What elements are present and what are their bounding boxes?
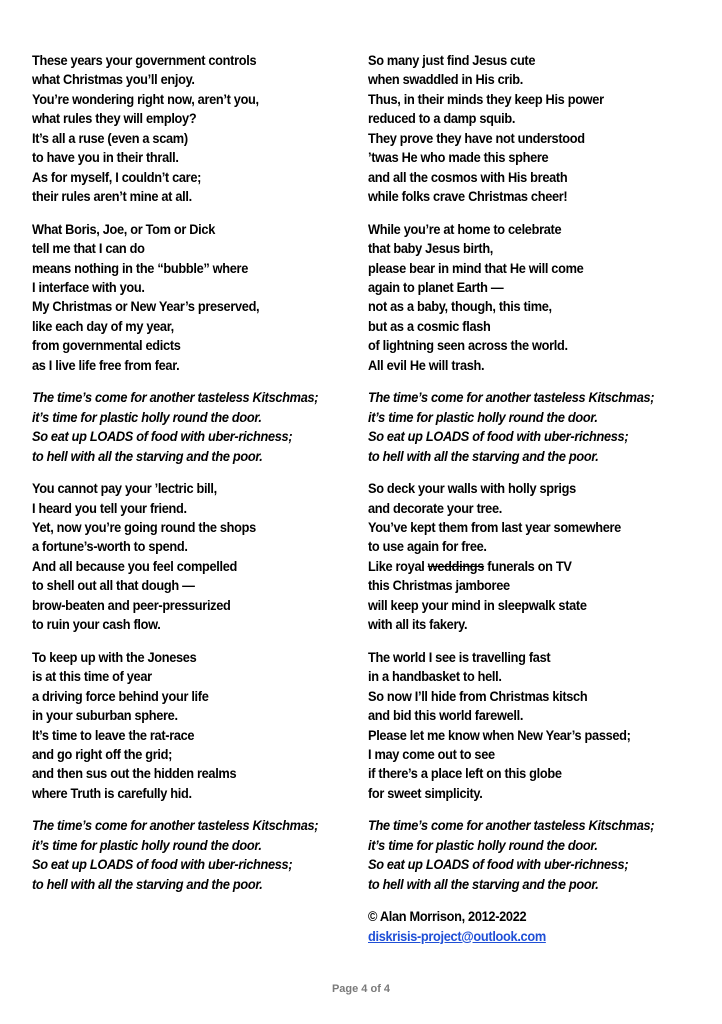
chorus-line: to hell with all the starving and the poor.: [368, 448, 599, 465]
poem-line: while folks crave Christmas cheer!: [368, 189, 568, 206]
poem-line: and decorate your tree.: [368, 500, 502, 517]
text-segment: Like royal: [368, 558, 428, 575]
chorus-line: So eat up LOADS of food with uber-richness;: [368, 429, 629, 446]
chorus-line: it’s time for plastic holly round the door.: [32, 837, 262, 854]
poem-line: to use again for free.: [368, 539, 487, 556]
chorus: [32, 817, 372, 895]
poem-line: You cannot pay your ’lectric bill,: [32, 481, 217, 498]
poem-line: not as a baby, though, this time,: [368, 299, 552, 316]
poem-line: means nothing in the “bubble” where: [32, 260, 248, 277]
poem-line: reduced to a damp squib.: [368, 111, 516, 128]
chorus-line: So eat up LOADS of food with uber-richness;: [368, 857, 629, 874]
poem-line: where Truth is carefully hid.: [32, 785, 192, 802]
poem-line: You’re wondering right now, aren’t you,: [32, 91, 259, 108]
stanza: [368, 649, 708, 805]
stanza: [32, 480, 372, 636]
poem-line: from governmental edicts: [32, 338, 181, 355]
page-number: Page 4 of 4: [331, 983, 391, 995]
poem-line: It’s time to leave the rat-race: [32, 727, 195, 744]
chorus-line: The time’s come for another tasteless Kitschmas;: [368, 818, 655, 835]
poem-line: and all the cosmos with His breath: [368, 169, 568, 186]
chorus-line: to hell with all the starving and the poor.: [32, 876, 263, 893]
stanza: [368, 480, 708, 636]
poem-line: brow-beaten and peer-pressurized: [32, 597, 231, 614]
chorus: [32, 389, 372, 467]
poem-line: I heard you tell your friend.: [32, 500, 187, 517]
poem-line: to shell out all that dough —: [32, 578, 195, 595]
poem-line: You’ve kept them from last year somewhere: [368, 519, 621, 536]
poem-line: that baby Jesus birth,: [368, 241, 494, 258]
poem-line: if there’s a place left on this globe: [368, 766, 562, 783]
poem-line: but as a cosmic flash: [368, 318, 491, 335]
poem-line: their rules aren’t mine at all.: [32, 189, 192, 206]
poem-line: So now I’ll hide from Christmas kitsch: [368, 688, 588, 705]
stanza: [32, 221, 372, 377]
poem-line: with all its fakery.: [368, 617, 468, 634]
poem-line: I may come out to see: [368, 746, 495, 763]
poem-line: As for myself, I couldn’t care;: [32, 169, 202, 186]
chorus-line: to hell with all the starving and the poor.: [32, 448, 263, 465]
poem-line: While you’re at home to celebrate: [368, 221, 562, 238]
chorus-line: So eat up LOADS of food with uber-richness;: [32, 429, 293, 446]
poem-line: what Christmas you’ll enjoy.: [32, 72, 195, 89]
poem-line: this Christmas jamboree: [368, 578, 510, 595]
poem-line: is at this time of year: [32, 669, 152, 686]
right-column: [368, 52, 708, 947]
email-link-row: [368, 928, 674, 947]
left-column: [32, 52, 372, 908]
stanza: [368, 52, 708, 208]
chorus: [368, 817, 708, 895]
poem-line: It’s all a ruse (even a scam): [32, 130, 188, 147]
copyright-notice: © Alan Morrison, 2012-2022: [368, 909, 527, 926]
poem-line: The world I see is travelling fast: [368, 649, 551, 666]
poem-line: in your suburban sphere.: [32, 708, 178, 725]
poem-line: a driving force behind your life: [32, 688, 209, 705]
chorus-line: it’s time for plastic holly round the door.: [368, 837, 598, 854]
poem-line: To keep up with the Joneses: [32, 649, 197, 666]
chorus-line: The time’s come for another tasteless Kitschmas;: [32, 390, 319, 407]
chorus: [368, 389, 708, 467]
poem-line: again to planet Earth —: [368, 279, 504, 296]
poem-line: a fortune’s-worth to spend.: [32, 539, 188, 556]
poem-line: tell me that I can do: [32, 241, 145, 258]
chorus-line: it’s time for plastic holly round the door.: [32, 409, 262, 426]
poem-line: and go right off the grid;: [32, 746, 173, 763]
poem-line: And all because you feel compelled: [32, 558, 238, 575]
poem-line: What Boris, Joe, or Tom or Dick: [32, 221, 215, 238]
poem-line: will keep your mind in sleepwalk state: [368, 597, 587, 614]
poem-line: Thus, in their minds they keep His power: [368, 91, 604, 108]
poem-line: to have you in their thrall.: [32, 150, 179, 167]
chorus-line: So eat up LOADS of food with uber-richness;: [32, 857, 293, 874]
chorus-line: to hell with all the starving and the poor.: [368, 876, 599, 893]
chorus-line: The time’s come for another tasteless Kitschmas;: [32, 818, 319, 835]
stanza: [32, 649, 372, 805]
poem-line: All evil He will trash.: [368, 357, 485, 374]
poem-line: please bear in mind that He will come: [368, 260, 584, 277]
struck-word: weddings: [427, 558, 485, 575]
poem-line: of lightning seen across the world.: [368, 338, 568, 355]
poem-line: These years your government controls: [32, 53, 257, 69]
signature-block: [368, 908, 708, 947]
chorus-line: The time’s come for another tasteless Kitschmas;: [368, 390, 655, 407]
poem-line: what rules they will employ?: [32, 111, 197, 128]
stanza: [368, 221, 708, 377]
poem-line: ’twas He who made this sphere: [368, 150, 549, 167]
poem-line-with-strikethrough: [368, 558, 674, 577]
poem-line: My Christmas or New Year’s preserved,: [32, 299, 260, 316]
stanza: [32, 52, 372, 208]
poem-line: Please let me know when New Year’s passed;: [368, 727, 631, 744]
poem-line: like each day of my year,: [32, 318, 174, 335]
poem-line: So deck your walls with holly sprigs: [368, 481, 576, 498]
poem-line: to ruin your cash flow.: [32, 617, 161, 634]
poem-line: as I live life free from fear.: [32, 357, 180, 374]
poem-line: Yet, now you’re going round the shops: [32, 519, 256, 536]
email-link[interactable]: diskrisis-project@outlook.com: [368, 928, 546, 945]
poem-line: I interface with you.: [32, 279, 145, 296]
poem-line: and bid this world farewell.: [368, 708, 524, 725]
poem-line: when swaddled in His crib.: [368, 72, 524, 89]
chorus-line: it’s time for plastic holly round the door.: [368, 409, 598, 426]
poem-line: and then sus out the hidden realms: [32, 766, 237, 783]
poem-line: for sweet simplicity.: [368, 785, 483, 802]
poem-line: So many just find Jesus cute: [368, 53, 536, 69]
poem-line: in a handbasket to hell.: [368, 669, 502, 686]
poem-line: They prove they have not understood: [368, 130, 585, 147]
text-segment: funerals on TV: [484, 558, 572, 575]
